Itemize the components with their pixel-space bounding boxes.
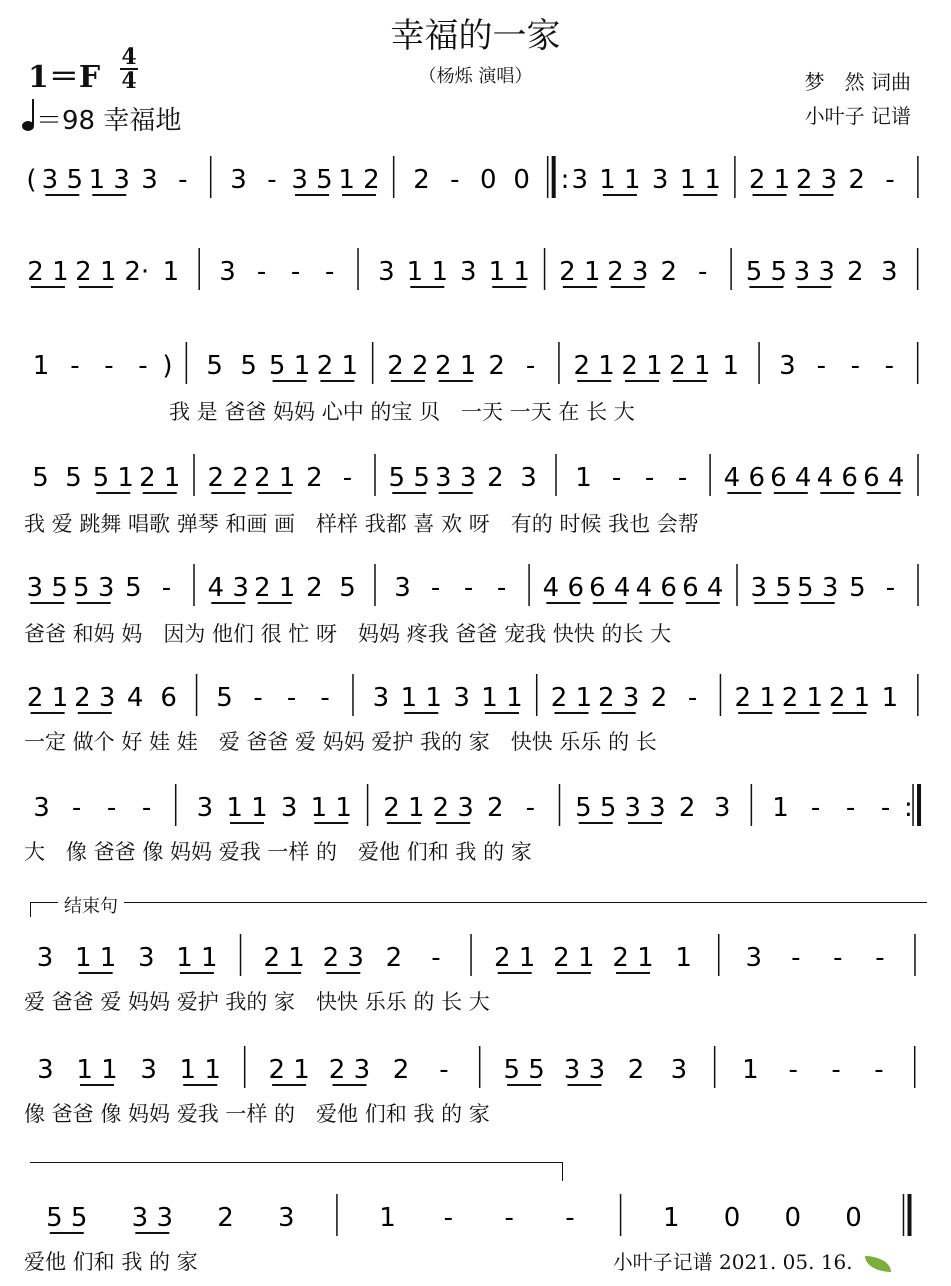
- note: 3: [37, 1055, 54, 1085]
- note: 4 6: [723, 463, 766, 493]
- note: 3: [219, 257, 236, 287]
- note: 2 3: [607, 257, 649, 287]
- note: 6 4: [589, 573, 631, 603]
- note: 1 1: [679, 165, 721, 195]
- note: -: [565, 1203, 575, 1233]
- note: 1: [662, 1203, 680, 1233]
- note: -: [443, 1203, 454, 1233]
- note: 2 3: [795, 165, 838, 195]
- note: 3 3: [624, 793, 666, 823]
- note: 2 1: [383, 793, 425, 823]
- note: 5 5: [46, 1203, 88, 1233]
- time-signature-bottom: 4: [121, 68, 137, 94]
- note: 2: [678, 793, 696, 823]
- note: 0: [723, 1203, 741, 1233]
- song-title: 幸福的一家: [390, 16, 561, 56]
- note: -: [810, 793, 821, 823]
- note: 2: [392, 1055, 410, 1085]
- note: 1 1: [74, 943, 117, 973]
- note: 3: [196, 793, 214, 823]
- score-row-4-notes: [24, 458, 934, 498]
- note: 2 1: [553, 943, 595, 973]
- note: -: [496, 573, 507, 603]
- note: 2 3: [74, 683, 116, 713]
- singer-credit: （杨烁 演唱）: [418, 66, 533, 87]
- score-row-2: [24, 252, 934, 290]
- note: -: [324, 257, 335, 287]
- note: 3 3: [563, 1055, 606, 1085]
- score-row-6: [24, 678, 934, 716]
- note: 1 1: [226, 793, 268, 823]
- note: -: [833, 943, 843, 973]
- score-row-3: [24, 346, 934, 384]
- note: 3 5: [750, 573, 792, 603]
- note: 1: [379, 1203, 396, 1233]
- note: -: [342, 463, 353, 493]
- lyric-row-9: 像 爸爸 像 妈妈 爱我 一样 的 爱他 们和 我 的 家: [24, 1102, 490, 1126]
- note: -: [141, 793, 152, 823]
- note: 1 1: [176, 943, 218, 973]
- note: 2 1: [27, 257, 69, 287]
- note: -: [70, 351, 80, 381]
- note: ): [162, 351, 173, 381]
- note: 3: [453, 683, 470, 713]
- note: 1: [722, 351, 740, 381]
- note: 2 1: [734, 683, 776, 713]
- note: 2 1: [435, 351, 477, 381]
- note: 2: [488, 351, 505, 381]
- note: -: [850, 351, 861, 381]
- note: 2: [660, 257, 677, 287]
- score-row-5: [24, 568, 934, 606]
- note: 1 1: [400, 683, 442, 713]
- note: 3: [280, 793, 298, 823]
- note: (: [26, 165, 37, 195]
- note: 2 1: [781, 683, 824, 713]
- note: -: [431, 943, 441, 973]
- note: 5 1: [268, 351, 311, 381]
- note: 2: [217, 1203, 234, 1233]
- note: -: [791, 943, 801, 973]
- lyric-row-10: 爱他 们和 我 的 家: [24, 1250, 198, 1274]
- note: -: [880, 793, 891, 823]
- note: 2 1: [573, 351, 615, 381]
- score-row-4: [24, 458, 934, 496]
- note: 0: [845, 1203, 862, 1233]
- note: 5 3: [73, 573, 115, 603]
- note: 5 5: [575, 793, 617, 823]
- note: 0: [513, 165, 530, 195]
- lyric-row-7: 大 像 爸爸 像 妈妈 爱我 一样 的 爱他 们和 我 的 家: [24, 840, 532, 864]
- note: 5: [240, 351, 257, 381]
- note: 5: [216, 683, 233, 713]
- note: 1: [742, 1055, 759, 1085]
- note: 1: [772, 793, 789, 823]
- note: 3: [779, 351, 796, 381]
- note: 3 5: [41, 165, 84, 195]
- transcription-footer: 小叶子记谱 2021. 05. 16.: [613, 1246, 891, 1275]
- note: -: [677, 463, 688, 493]
- note: -: [439, 1055, 449, 1085]
- note: 4 6: [816, 463, 858, 493]
- note: 2 1: [316, 351, 359, 381]
- note: 5 1: [92, 463, 134, 493]
- score-row-10-notes: [24, 1198, 934, 1238]
- note: 1: [675, 943, 692, 973]
- note: 2: [306, 463, 323, 493]
- note: -: [430, 573, 441, 603]
- note: 2 1: [612, 943, 654, 973]
- note: -: [504, 1203, 514, 1233]
- note: 2 1: [559, 257, 601, 287]
- note: 5: [125, 573, 142, 603]
- note: -: [320, 683, 330, 713]
- repeat-dots: :: [904, 793, 913, 823]
- note: 2 1: [748, 165, 791, 195]
- note: 6: [160, 683, 177, 713]
- score-row-8: [24, 938, 934, 976]
- note: -: [106, 793, 117, 823]
- note: 1 1: [488, 257, 530, 287]
- note: -: [256, 257, 267, 287]
- score-row-7: [24, 788, 934, 826]
- note: 2 1: [268, 1055, 310, 1085]
- note: 5 5: [745, 257, 788, 287]
- note: -: [525, 793, 536, 823]
- note: 3: [713, 793, 731, 823]
- note: 1 2: [338, 165, 380, 195]
- score-row-1-notes: [24, 160, 934, 200]
- note: 3: [33, 793, 50, 823]
- note: -: [788, 1055, 798, 1085]
- note: 3: [881, 257, 898, 287]
- note: 4 3: [207, 573, 249, 603]
- note: 3: [36, 943, 54, 973]
- note: 1 1: [481, 683, 523, 713]
- key-signature: 1＝F: [28, 60, 101, 95]
- note: -: [71, 793, 82, 823]
- final-bracket: [30, 1162, 563, 1181]
- note: 3 3: [435, 463, 477, 493]
- note: 3: [138, 943, 155, 973]
- note: 2 3: [597, 683, 640, 713]
- note: 2: [487, 463, 504, 493]
- score-row-1: [24, 160, 934, 198]
- note: 6 4: [863, 463, 905, 493]
- note: 1 1: [406, 257, 449, 287]
- note: 3: [745, 943, 763, 973]
- note: 3 5: [26, 573, 68, 603]
- note: 3 3: [793, 257, 835, 287]
- note: 3: [571, 165, 589, 195]
- lyric-row-6: 一定 做个 好 娃 娃 爱 爸爸 爱 妈妈 爱护 我的 家 快快 乐乐 的 长: [24, 730, 657, 754]
- score-row-3-notes: [24, 346, 934, 386]
- time-signature: [120, 46, 138, 92]
- note: 0: [479, 165, 497, 195]
- note: -: [875, 943, 885, 973]
- note: 5: [206, 351, 223, 381]
- note: 2 1: [493, 943, 536, 973]
- note: 1 1: [599, 165, 641, 195]
- note: 2: [487, 793, 504, 823]
- leaf-icon: [865, 1256, 891, 1272]
- score-row-8-notes: [24, 938, 934, 978]
- note: 2: [848, 165, 865, 195]
- note: -: [644, 463, 655, 493]
- lyric-row-5: 爸爸 和妈 妈 因为 他们 很 忙 呀 妈妈 疼我 爸爸 宠我 快快 的长 大: [24, 622, 672, 646]
- note: 3: [460, 257, 477, 287]
- note: 2 3: [322, 943, 364, 973]
- note: 1: [32, 351, 50, 381]
- note: -: [885, 573, 896, 603]
- note: -: [267, 165, 277, 195]
- repeat-dots: :: [560, 165, 570, 195]
- note: -: [286, 683, 297, 713]
- note: 2: [306, 573, 323, 603]
- note: 2 1: [263, 943, 305, 973]
- note: 2 1: [26, 683, 69, 713]
- note: 5: [65, 463, 82, 493]
- ending-bracket: [30, 902, 927, 917]
- ending-label: 结束句: [58, 892, 124, 918]
- score-row-9: [24, 1050, 934, 1088]
- note: 2 3: [432, 793, 474, 823]
- note: 3 5: [291, 165, 333, 195]
- note: 2 1: [828, 683, 871, 713]
- note: 2 1: [75, 257, 117, 287]
- note: 2 3: [328, 1055, 371, 1085]
- time-signature-top: 4: [121, 44, 137, 70]
- score-row-5-notes: [24, 568, 934, 608]
- note: 2 1: [254, 463, 296, 493]
- note: 2 1: [254, 573, 296, 603]
- note: 3: [141, 165, 158, 195]
- note: -: [698, 257, 708, 287]
- score-row-6-notes: [24, 678, 934, 718]
- score-row-10: [24, 1198, 934, 1236]
- lyric-row-8: 爱 爸爸 爱 妈妈 爱护 我的 家 快快 乐乐 的 长 大: [24, 990, 490, 1014]
- note: 2: [627, 1055, 645, 1085]
- note: 2: [650, 683, 668, 713]
- note: 6 4: [770, 463, 812, 493]
- note: -: [831, 1055, 841, 1085]
- tempo-marking: ＝98 幸福地: [22, 100, 181, 137]
- note: 4 6: [635, 573, 677, 603]
- note: -: [178, 165, 188, 195]
- note: 5 3: [797, 573, 839, 603]
- note: 2 1: [621, 351, 663, 381]
- note: 3: [372, 683, 390, 713]
- note: -: [687, 683, 698, 713]
- note: -: [104, 351, 114, 381]
- note: 1: [162, 257, 180, 287]
- note: 3: [140, 1055, 157, 1085]
- score-row-7-notes: [24, 788, 934, 828]
- note: 2: [413, 165, 430, 195]
- note: 1: [575, 463, 592, 493]
- note: -: [290, 257, 301, 287]
- note: -: [884, 351, 895, 381]
- note: -: [874, 1055, 884, 1085]
- note: -: [845, 793, 856, 823]
- note: -: [525, 351, 536, 381]
- note: 2·: [124, 257, 150, 287]
- note: 3: [277, 1203, 295, 1233]
- note: 2: [846, 257, 864, 287]
- note: -: [450, 165, 460, 195]
- note: 3: [670, 1055, 688, 1085]
- note: -: [161, 573, 172, 603]
- score-row-9-notes: [24, 1050, 934, 1090]
- note: 1: [881, 683, 899, 713]
- note: 3: [394, 573, 411, 603]
- note: -: [885, 165, 895, 195]
- note: 3: [651, 165, 669, 195]
- transcriber-credit: 小叶子 记谱: [804, 104, 911, 128]
- note: 2: [385, 943, 403, 973]
- note: 1 1: [76, 1055, 118, 1085]
- note: 2 2: [387, 351, 429, 381]
- note: 1 1: [179, 1055, 221, 1085]
- note: 5: [32, 463, 49, 493]
- note: 5: [339, 573, 356, 603]
- score-row-2-notes: [24, 252, 934, 292]
- note: 5: [849, 573, 866, 603]
- note: 6 4: [682, 573, 724, 603]
- note: 5 5: [503, 1055, 545, 1085]
- note: -: [253, 683, 263, 713]
- note: 2 1: [139, 463, 181, 493]
- lyricist-credit: 梦 然 词曲: [804, 70, 911, 94]
- note: -: [138, 351, 148, 381]
- note: 1 3: [88, 165, 130, 195]
- note: 5 5: [388, 463, 430, 493]
- note: -: [816, 351, 827, 381]
- note: 3: [378, 257, 395, 287]
- note: 0: [784, 1203, 802, 1233]
- note: 3: [520, 463, 537, 493]
- note: 2 1: [669, 351, 711, 381]
- note: 1 1: [310, 793, 352, 823]
- note: 2 2: [207, 463, 249, 493]
- note: 4: [126, 683, 144, 713]
- note: -: [463, 573, 474, 603]
- note: 3: [230, 165, 247, 195]
- note: 4 6: [542, 573, 585, 603]
- note: 2 1: [550, 683, 593, 713]
- note: 3 3: [131, 1203, 174, 1233]
- lyric-row-3: 我 是 爸爸 妈妈 心中 的宝 贝 一天 一天 在 长 大: [169, 400, 635, 424]
- note: -: [611, 463, 622, 493]
- lyric-row-4: 我 爱 跳舞 唱歌 弹琴 和画 画 样样 我都 喜 欢 呀 有的 时候 我也 会帮: [24, 512, 699, 536]
